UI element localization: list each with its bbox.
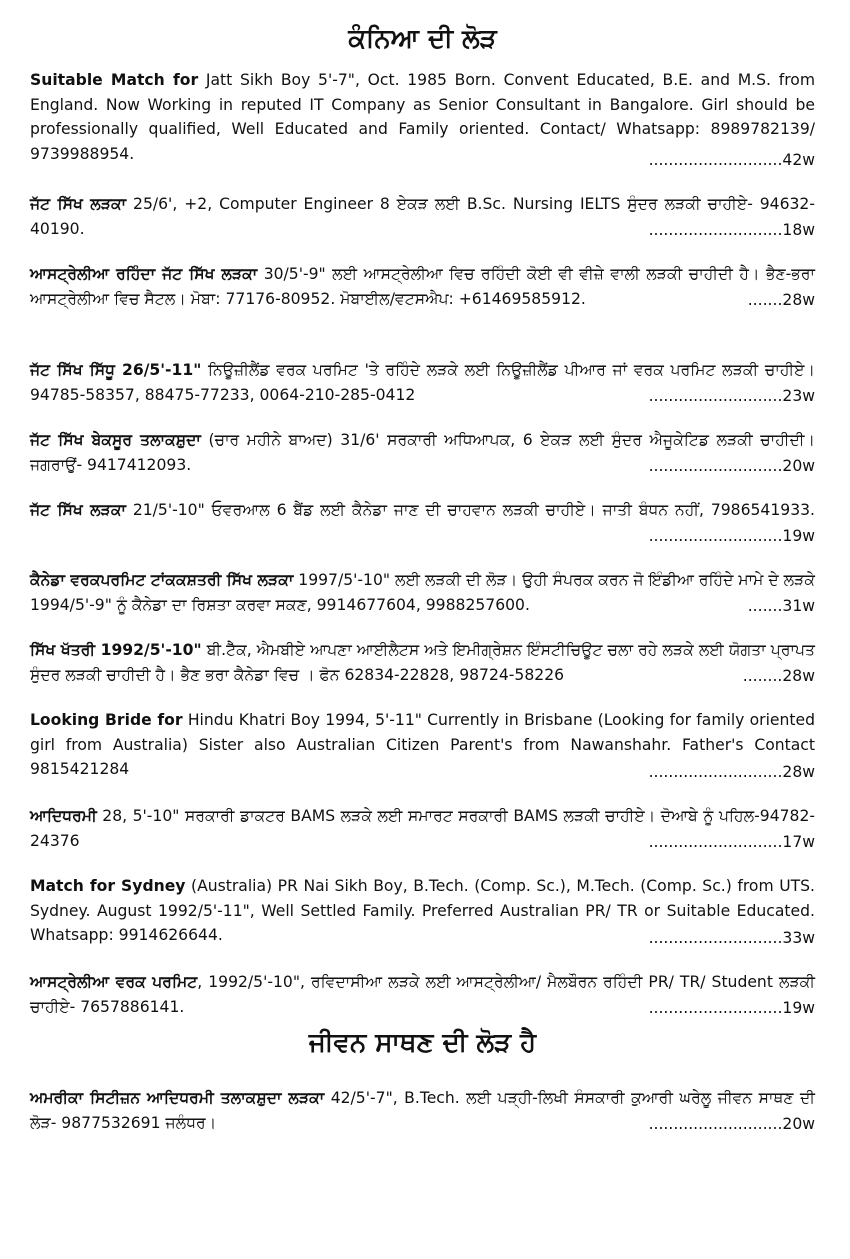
ad-lead: ਅਮਰੀਕਾ ਸਿਟੀਜ਼ਨ ਆਦਿਧਰਮੀ ਤਲਾਕਸ਼ੁਦਾ ਲੜਕਾ [30, 1089, 325, 1107]
ad-lead: ਜੱਟ ਸਿੱਖ ਬੇਕਸੂਰ ਤਲਾਕਸ਼ੁਦਾ [30, 431, 201, 449]
ad-text: Hindu Khatri Boy 1994, 5'-11" Currently in Brisbane (Looking for family oriented girl from Australia) Sister also Australian Citizen Parent's from Nawanshahr. Father's Contact 9815421284 [30, 711, 816, 778]
ad-text: 28, 5'-10" ਸਰਕਾਰੀ ਡਾਕਟਰ BAMS ਲੜਕੇ ਲਈ ਸਮਾਰਟ ਸਰਕਾਰੀ BAMS ਲੜਕੀ ਚਾਹੀਏ। ਦੋਆਬੇ ਨੂੰ ਪਹਿਲ-94782-24376 [30, 807, 815, 850]
ad-lead: ਆਦਿਧਰਮੀ [30, 807, 97, 825]
ad-word-count: .......31w [742, 594, 815, 619]
ad-word-count: ...........................17w [643, 830, 815, 855]
ad-word-count: ...........................20w [643, 1112, 815, 1137]
ad-text: 42/5'-7", B.Tech. ਲਈ ਪੜ੍ਹੀ-ਲਿਖੀ ਸੰਸਕਾਰੀ ਕੁਆਰੀ ਘਰੇਲੂ ਜੀਵਨ ਸਾਥਣ ਦੀ ਲੋੜ- 9877532691 ਜਲੰਧਰ। [30, 1089, 815, 1132]
ad-text: 1997/5'-10" ਲਈ ਲੜਕੀ ਦੀ ਲੋੜ। ਉਹੀ ਸੰਪਰਕ ਕਰਨ ਜੋ ਇੰਡੀਆ ਰਹਿੰਦੇ ਮਾਮੇ ਦੇ ਲੜਕੇ 1994/5'-9" ਨੂੰ ਕੈਨੇਡਾ ਦਾ ਰਿਸ਼ਤਾ ਕਰਵਾ ਸਕਣ, 9914677604, 9988257600. [30, 571, 816, 614]
classified-ad [30, 358, 815, 408]
classified-ad [30, 874, 815, 950]
ad-text: 30/5'-9" ਲਈ ਆਸਟ੍ਰੇਲੀਆ ਵਿਚ ਰਹਿੰਦੀ ਕੋਈ ਵੀ ਵੀਜ਼ੇ ਵਾਲੀ ਲੜਕੀ ਚਾਹੀਦੀ ਹੈ। ਭੈਣ-ਭਰਾ ਆਸਟ੍ਰੇਲੀਆ ਵਿਚ ਸੈਟਲ। ਮੋਬਾ: 77176-80952. ਮੋਬਾਈਲ/ਵਟਸਐਪ: +61469585912. [30, 265, 815, 308]
ad-word-count: ........28w [737, 664, 815, 689]
ad-word-count: ...........................18w [643, 218, 815, 243]
classified-ad [30, 708, 815, 784]
ad-lead: ਆਸਟ੍ਰੇਲੀਆ ਵਰਕ ਪਰਮਿਟ [30, 973, 198, 991]
classified-ad [30, 262, 815, 312]
ad-word-count: ...........................19w [643, 996, 815, 1021]
ad-word-count: ...........................33w [643, 926, 815, 951]
ad-lead: Looking Bride for [30, 711, 183, 729]
classified-ad [30, 970, 815, 1020]
ad-word-count: .......28w [742, 288, 815, 313]
ad-text: ਬੀ.ਟੈੱਕ, ਐਮਬੀਏ ਆਪਣਾ ਆਈਲੈਟਸ ਅਤੇ ਇਮੀਗ੍ਰੇਸ਼ਨ ਇੰਸਟੀਚਿਊਟ ਚਲਾ ਰਹੇ ਲੜਕੇ ਲਈ ਯੋਗਤਾ ਪ੍ਰਾਪਤ ਸੁੰਦਰ ਲੜਕੀ ਚਾਹੀਦੀ ਹੈ। ਭੈਣ ਭਰਾ ਕੈਨੇਡਾ ਵਿਚ । ਫੋਨ 62834-22828, 98724-58226 [30, 641, 815, 684]
ad-text: , 1992/5'-10", ਰਵਿਦਾਸੀਆ ਲੜਕੇ ਲਈ ਆਸਟ੍ਰੇਲੀਆ/ ਮੈਲਬੌਰਨ ਰਹਿੰਦੀ PR/ TR/ Student ਲੜਕੀ ਚਾਹੀਏ- 7657886141. [30, 973, 815, 1016]
classified-ad [30, 498, 815, 548]
ad-word-count: ...........................19w [643, 524, 815, 549]
ad-lead: ਜੱਟ ਸਿੱਖ ਸਿੱਧੂ 26/5'-11" [30, 361, 202, 379]
ad-body [30, 571, 815, 614]
section-heading-life-partner-wanted: ਜੀਵਨ ਸਾਥਣ ਦੀ ਲੋੜ ਹੈ [308, 1028, 537, 1058]
classified-ad [30, 68, 815, 172]
ad-lead: Suitable Match for [30, 71, 199, 89]
classified-ad [30, 638, 815, 688]
ad-text: 25/6', +2, Computer Engineer 8 ਏਕੜ ਲਈ B.Sc. Nursing IELTS ਸੁੰਦਰ ਲੜਕੀ ਚਾਹੀਏ- 94632-40190. [30, 195, 815, 238]
ad-lead: ਕੈਨੇਡਾ ਵਰਕਪਰਮਿਟ ਟਾਂਕਕਸ਼ਤਰੀ ਸਿੱਖ ਲੜਕਾ [30, 571, 294, 589]
ad-text: 21/5'-10" ਓਵਰਆਲ 6 ਬੈਂਡ ਲਈ ਕੈਨੇਡਾ ਜਾਣ ਦੀ ਚਾਹਵਾਨ ਲੜਕੀ ਚਾਹੀਏ। ਜਾਤੀ ਬੰਧਨ ਨਹੀਂ, 7986541933. [125, 501, 815, 519]
ad-word-count: ...........................20w [643, 454, 815, 479]
ad-lead: ਆਸਟ੍ਰੇਲੀਆ ਰਹਿੰਦਾ ਜੱਟ ਸਿੱਖ ਲੜਕਾ [30, 265, 258, 283]
classified-ad [30, 568, 815, 618]
ad-body [30, 641, 815, 684]
ad-word-count: ...........................23w [643, 384, 815, 409]
ad-text: Jatt Sikh Boy 5'-7", Oct. 1985 Born. Convent Educated, B.E. and M.S. from England. Now Working in reputed IT Company as Senior Consultant in Bangalore. Girl should be professionally qualified, Well Educated and Family oriented. Contact/ Whatsapp: 8989782139/ 9739988954. [30, 71, 816, 163]
ad-lead: Match for Sydney [30, 877, 186, 895]
classified-ad [30, 428, 815, 478]
ad-text: (Australia) PR Nai Sikh Boy, B.Tech. (Comp. Sc.), M.Tech. (Comp. Sc.) from UTS. Sydney. August 1992/5'-11", Well Settled Family. Preferred Australian PR/ TR or Suitable Educated. Whatsapp: 9914626644. [30, 877, 815, 944]
ad-lead: ਸਿੱਖ ਖੱਤਰੀ 1992/5'-10" [30, 641, 202, 659]
classified-ad [30, 804, 815, 854]
ad-lead: ਜੱਟ ਸਿੱਖ ਲੜਕਾ [30, 501, 126, 519]
ad-text: ਨਿਊਜ਼ੀਲੈਂਡ ਵਰਕ ਪਰਮਿਟ 'ਤੇ ਰਹਿੰਦੇ ਲੜਕੇ ਲਈ ਨਿਊਜ਼ੀਲੈਂਡ ਪੀਆਰ ਜਾਂ ਵਰਕ ਪਰਮਿਟ ਲੜਕੀ ਚਾਹੀਏ। 94785-58357, 88475-77233, 0064-210-285-0412 [30, 361, 815, 404]
ad-text: (ਚਾਰ ਮਹੀਨੇ ਬਾਅਦ) 31/6' ਸਰਕਾਰੀ ਅਧਿਆਪਕ, 6 ਏਕੜ ਲਈ ਸੁੰਦਰ ਐਜੂਕੇਟਿਡ ਲੜਕੀ ਚਾਹੀਦੀ। ਜਗਰਾਉਂ- 9417412093. [30, 431, 815, 474]
ad-word-count: ...........................42w [643, 148, 815, 173]
ad-body [30, 265, 815, 308]
section-heading-bride-wanted: ਕੰਨਿਆ ਦੀ ਲੋੜ [348, 24, 497, 54]
classified-ad [30, 192, 815, 242]
classified-ad [30, 1086, 815, 1136]
ad-word-count: ...........................28w [643, 760, 815, 785]
ad-lead: ਜੱਟ ਸਿੱਖ ਲੜਕਾ [30, 195, 127, 213]
